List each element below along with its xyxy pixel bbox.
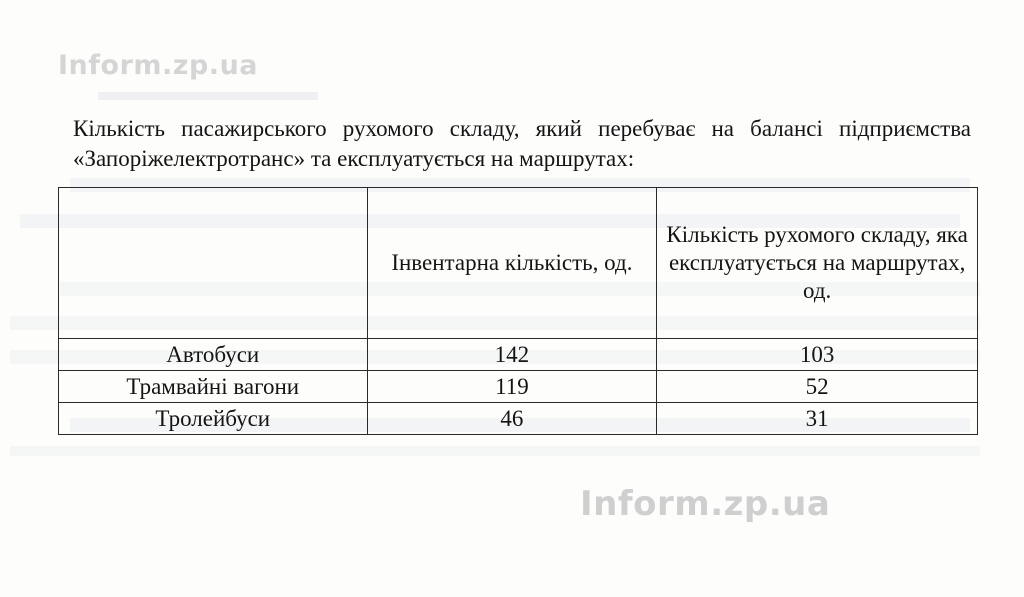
bleed-through-line	[98, 92, 318, 100]
watermark: Inform.zp.ua	[58, 50, 259, 81]
table-cell: Автобуси	[59, 339, 368, 371]
intro-paragraph: Кількість пасажирського рухомого складу, який перебуває на балансі підприємства «Запоріжелектротранс» та експлуатується на маршрутах:	[73, 116, 971, 171]
table-row	[59, 371, 978, 403]
table-header-cell: Інвентарна кількість, од.	[367, 188, 657, 339]
table-header-row	[59, 188, 978, 339]
table-cell: Тролейбуси	[59, 403, 368, 435]
table-cell: 119	[367, 371, 657, 403]
table-cell: 46	[367, 403, 657, 435]
table-row	[59, 403, 978, 435]
bleed-through-line	[10, 446, 980, 456]
table-cell: Трамвайні вагони	[59, 371, 368, 403]
table-cell: 103	[657, 339, 978, 371]
watermark: Inform.zp.ua	[580, 484, 831, 524]
table-row	[59, 339, 978, 371]
table-cell: 31	[657, 403, 978, 435]
table-cell: 52	[657, 371, 978, 403]
table-header-cell	[59, 188, 368, 339]
table-cell: 142	[367, 339, 657, 371]
table-header-cell: Кількість рухомого складу, яка експлуатується на маршрутах, од.	[657, 188, 978, 339]
rolling-stock-table	[58, 187, 978, 435]
